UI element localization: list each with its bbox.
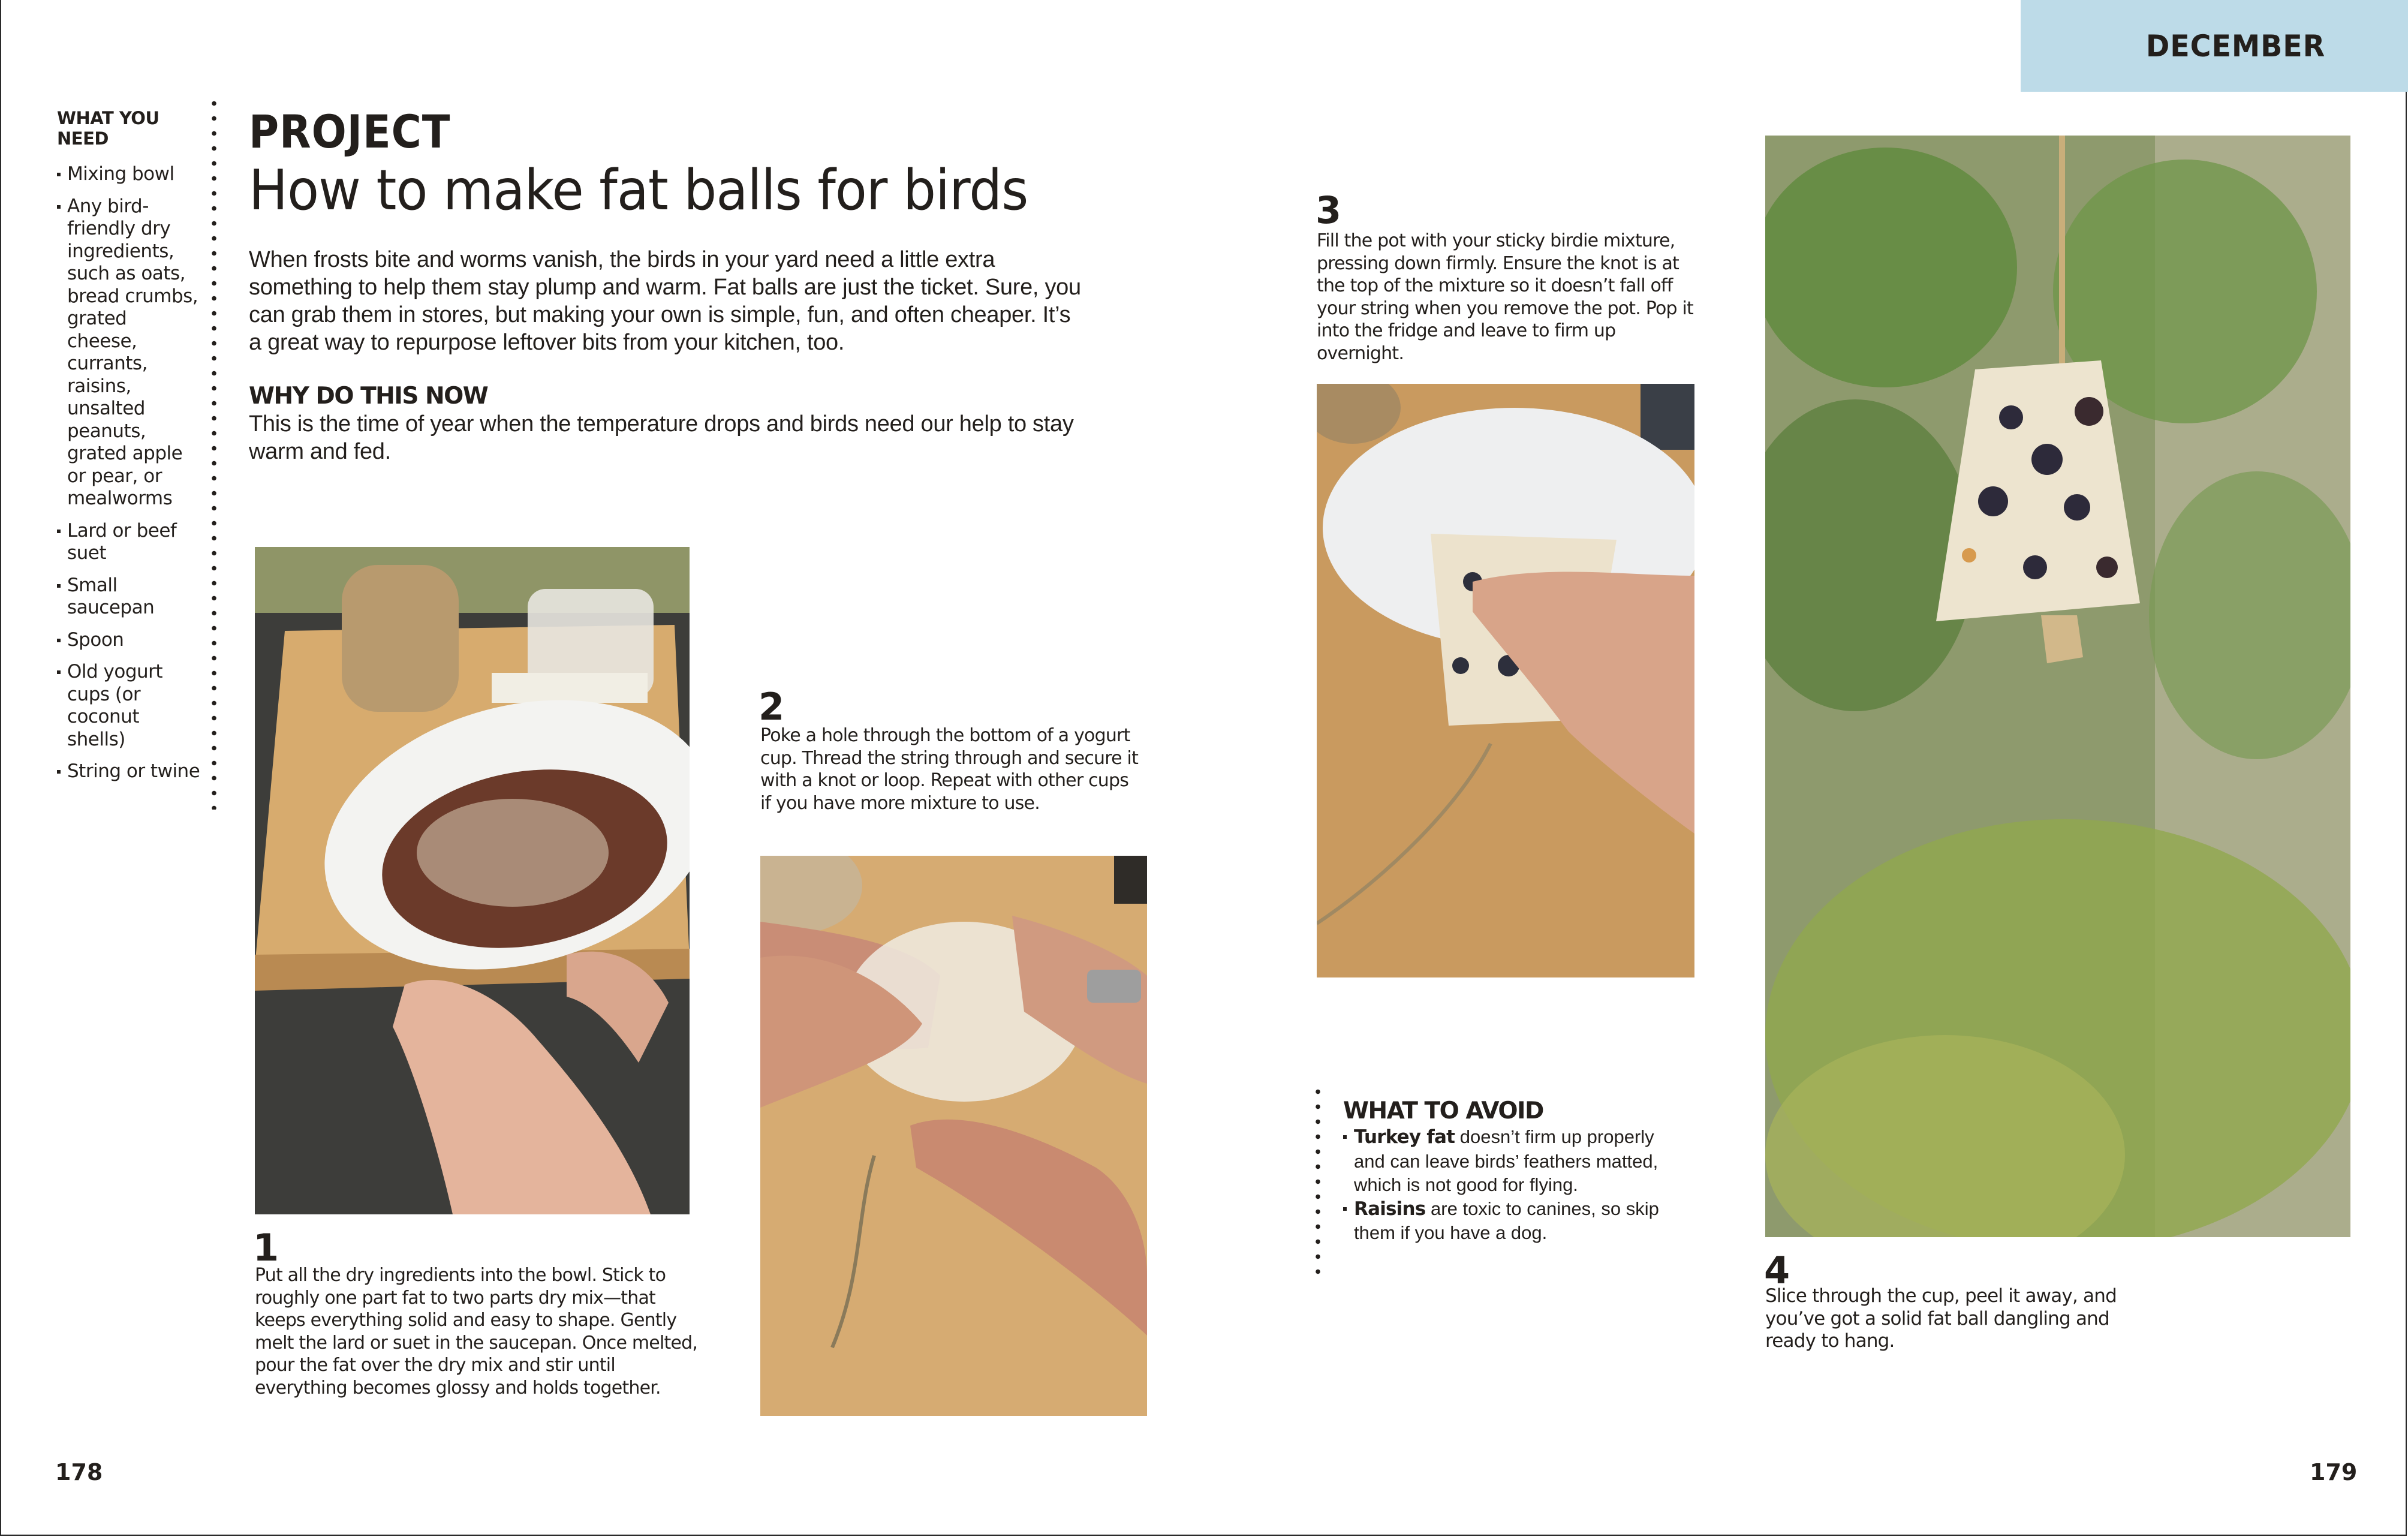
avoid-list (1343, 1125, 1679, 1245)
avoid-item-term: Turkey fat (1354, 1126, 1455, 1148)
supply-item: String or twine (57, 760, 201, 783)
dotted-divider (212, 96, 216, 810)
what-you-need-sidebar (57, 108, 201, 793)
why-heading: WHY DO THIS NOW (249, 383, 488, 410)
sidebar-title: WHAT YOU NEED (57, 108, 159, 149)
month-tab (2021, 0, 2408, 92)
what-to-avoid-box (1343, 1097, 1679, 1245)
step-number: 2 (758, 685, 785, 729)
avoid-item (1343, 1197, 1679, 1245)
filled-cup-held-over-bowl-photo (1317, 384, 1694, 977)
supply-item: Small saucepan (57, 575, 201, 619)
threading-string-through-cup-photo (760, 856, 1147, 1416)
page-title: How to make fat balls for birds (249, 158, 1028, 222)
month-label: DECEMBER (2145, 29, 2326, 64)
bowl-of-dry-ingredients-photo (255, 547, 690, 1214)
avoid-item-text: doesn’t firm up properly and can leave birds’ feathers matted, which is not good for flying. (1354, 1126, 1658, 1195)
supply-item: Mixing bowl (57, 163, 201, 186)
page-number-right: 179 (2310, 1459, 2358, 1485)
step-instructions: Slice through the cup, peel it away, and you’ve got a solid fat ball dangling and ready to hang. (1765, 1285, 2117, 1352)
dotted-divider (1316, 1084, 1320, 1282)
step-number: 1 (253, 1226, 279, 1270)
supply-item: Lard or beef suet (57, 520, 201, 565)
avoid-item-term: Raisins (1354, 1198, 1426, 1220)
step-number: 4 (1764, 1249, 1790, 1292)
supply-item: Any bird-friendly dry ingredients, such as oats, bread crumbs, grated cheese, currants, raisins, unsalted peanuts, grated apple or pear, or mealworms (57, 195, 201, 510)
section-kicker: PROJECT (249, 105, 451, 158)
avoid-heading: WHAT TO AVOID (1343, 1097, 1543, 1124)
page-number-left: 178 (55, 1459, 103, 1485)
hanging-fat-ball-photo (1765, 136, 2350, 1237)
step-instructions: Poke a hole through the bottom of a yogurt cup. Thread the string through and secure it with a knot or loop. Repeat with other cups if you have more mixture to use. (760, 725, 1139, 814)
supply-item: Spoon (57, 629, 201, 652)
supplies-list (57, 163, 201, 783)
intro-paragraph: When frosts bite and worms vanish, the birds in your yard need a little extra something to help them stay plump and warm. Fat balls are just the ticket. Sure, you can grab them in stores, but making your own is simple, fun, and often cheaper. It’s a great way to repurpose leftover bits from your kitchen, too. (249, 247, 1081, 355)
supply-item: Old yogurt cups (or coconut shells) (57, 661, 201, 751)
step-instructions: Put all the dry ingredients into the bowl. Stick to roughly one part fat to two parts dry mix—that keeps everything solid and easy to shape. Gently melt the lard or suet in the saucepan. Once melted, pour the fat over the dry mix and stir until everything becomes glossy and holds together. (255, 1265, 698, 1398)
step-number: 3 (1316, 188, 1342, 232)
avoid-item-text: are toxic to canines, so skip them if you have a dog. (1354, 1198, 1659, 1243)
step-instructions: Fill the pot with your sticky birdie mixture, pressing down firmly. Ensure the knot is at the top of the mixture so it doesn’t fall off your string when you remove the pot. Pop it into the fridge and leave to firm up overnight. (1317, 230, 1693, 364)
why-paragraph: This is the time of year when the temperature drops and birds need our help to stay warm and fed. (249, 411, 1074, 464)
avoid-item (1343, 1125, 1679, 1197)
